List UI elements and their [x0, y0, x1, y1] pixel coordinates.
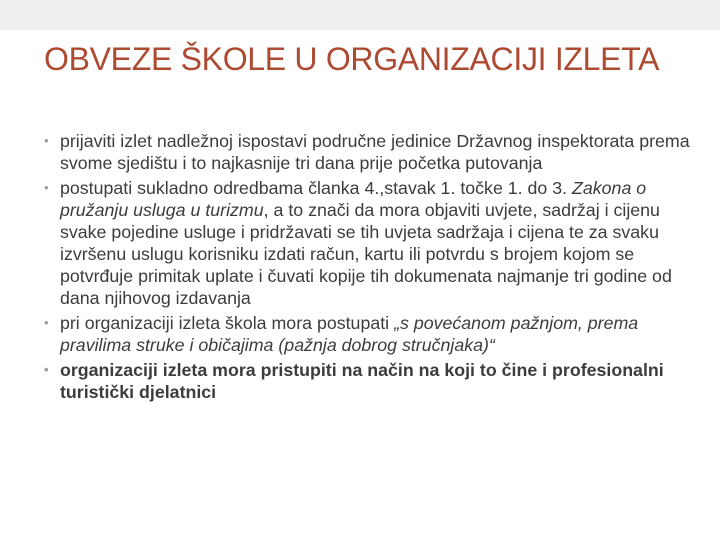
- bullet-dot-icon: •: [44, 180, 49, 195]
- bullet-dot-icon: •: [44, 133, 49, 148]
- bullet-text-continued: , a to znači da mora objaviti uvjete, sadržaj i cijenu svake pojedine usluge i pridržavati se tih uvjeta sadržaja i cijena te za svaku izvršenu uslugu korisniku izdati račun, kartu ili potvrdu s brojem kojom se potvrđuje primitak uplate i čuvati kopije tih dokumenata najmanje tri godine od dana njihovog izdavanja: [60, 200, 672, 308]
- bullet-item: [44, 312, 694, 356]
- bullet-text: prijaviti izlet nadležnoj ispostavi područne jedinice Državnog inspektorata prema svome sjedištu i to najkasnije tri dana prije početka putovanja: [60, 131, 690, 173]
- bullet-item: [44, 177, 694, 309]
- top-band: [0, 0, 720, 30]
- bullet-list: [44, 130, 694, 406]
- bullet-dot-icon: •: [44, 315, 49, 330]
- bullet-item: [44, 359, 694, 403]
- slide-title: OBVEZE ŠKOLE U ORGANIZACIJI IZLETA: [44, 41, 660, 77]
- bullet-text: organizaciji izleta mora pristupiti na način na koji to čine i profesionalni turistički djelatnici: [60, 360, 664, 402]
- bullet-item: [44, 130, 694, 174]
- bullet-text: postupati sukladno odredbama članka 4.,stavak 1. točke 1. do 3.: [60, 178, 573, 198]
- bullet-dot-icon: •: [44, 362, 49, 377]
- quote-text: „s povećanom pažnjom, prema pravilima struke i običajima (pažnja dobrog stručnjaka)“: [60, 313, 639, 355]
- law-name: Zakona o pružanju usluga u turizmu: [60, 178, 647, 220]
- bullet-text: pri organizaciji izleta škola mora postupati: [60, 313, 395, 333]
